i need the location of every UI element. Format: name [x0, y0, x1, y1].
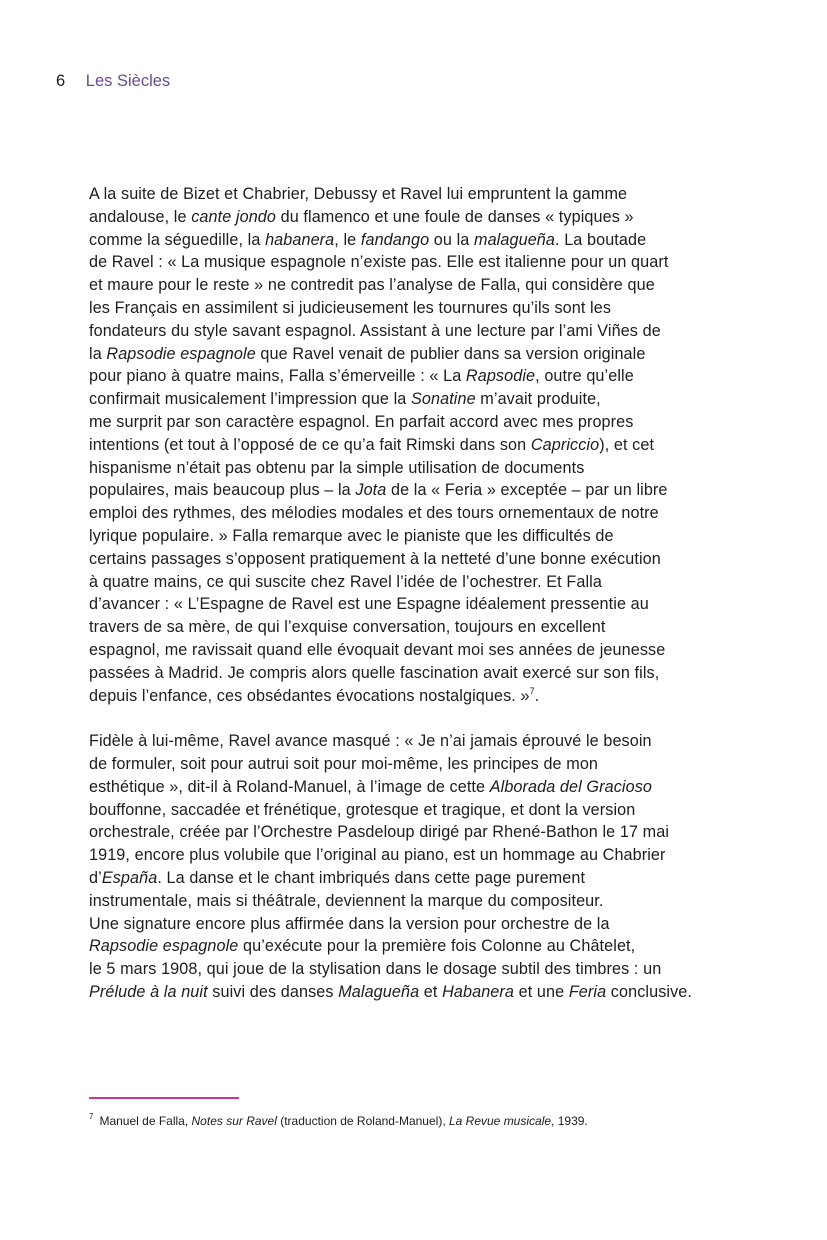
text-run: esthétique », dit-il à Roland-Manuel, à l’image de cette [89, 777, 490, 796]
text-run: le 5 mars 1908, qui joue de la stylisation dans le dosage subtil des timbres : un [89, 960, 662, 979]
italic-text: cante jondo [191, 207, 277, 226]
text-run: me surprit par son caractère espagnol. En parfait accord avec mes propres [89, 412, 634, 431]
italic-text: Rapsodie espagnole [106, 344, 256, 363]
text-run: . [534, 686, 540, 705]
text-line [89, 229, 749, 252]
text-run: fondateurs du style savant espagnol. Assistant à une lecture par l’ami Viñes de [89, 321, 661, 340]
italic-text: Notes sur Ravel [191, 1114, 277, 1128]
text-run: suivi des danses [207, 982, 339, 1001]
footnote-number: 7 [89, 1112, 94, 1121]
text-run: et une [514, 982, 569, 1001]
text-line [89, 776, 749, 799]
text-run: populaires, mais beaucoup plus – la [89, 481, 356, 500]
paragraph-gap [89, 707, 749, 730]
text-run: Manuel de Falla, [99, 1114, 192, 1128]
text-run: (traduction de Roland-Manuel), [276, 1114, 449, 1128]
text-line [89, 388, 749, 411]
text-run: Une signature encore plus affirmée dans la version pour orchestre de la [89, 914, 610, 933]
italic-text: fandango [360, 230, 430, 249]
text-run: Fidèle à lui-même, Ravel avance masqué : « Je n’ai jamais éprouvé le besoin [89, 732, 652, 751]
text-run: hispanisme n’était pas obtenu par la simple utilisation de documents [89, 458, 585, 477]
page-number: 6 [56, 72, 66, 90]
text-run: qu’exécute pour la première fois Colonne au Châtelet, [238, 937, 636, 956]
body-text [89, 183, 749, 1004]
text-line [89, 320, 749, 343]
text-line [89, 685, 749, 708]
text-line [89, 890, 749, 913]
text-run: , le [334, 230, 361, 249]
italic-text: España [101, 868, 158, 887]
page-header [56, 72, 170, 91]
text-run: du flamenco et une foule de danses « typiques » [276, 207, 634, 226]
running-title: Les Siècles [85, 72, 171, 90]
text-run: et [419, 982, 443, 1001]
italic-text: Alborada del Gracioso [489, 777, 653, 796]
text-run: d’ [89, 868, 102, 887]
text-run: instrumentale, mais si théâtrale, deviennent la marque du compositeur. [89, 891, 604, 910]
text-line [89, 913, 749, 936]
text-line [89, 525, 749, 548]
italic-text: Rapsodie [465, 367, 536, 386]
text-line [89, 343, 749, 366]
text-run: . La danse et le chant imbriqués dans cette page purement [157, 868, 586, 887]
text-line [89, 411, 749, 434]
text-run: depuis l’enfance, ces obsédantes évocations nostalgiques. » [89, 686, 530, 705]
text-run: comme la séguedille, la [89, 230, 266, 249]
text-line [89, 981, 749, 1004]
italic-text: Rapsodie espagnole [89, 937, 239, 956]
italic-text: La Revue musicale [448, 1114, 552, 1128]
text-run: de la « Feria » exceptée – par un libre [386, 481, 668, 500]
text-run: A la suite de Bizet et Chabrier, Debussy et Ravel lui empruntent la gamme [89, 185, 628, 203]
paragraph [89, 730, 749, 1004]
text-line [89, 365, 749, 388]
text-line [89, 821, 749, 844]
text-run: que Ravel venait de publier dans sa version originale [255, 344, 646, 363]
text-line [89, 251, 749, 274]
text-line [89, 844, 749, 867]
text-run: intentions (et tout à l’opposé de ce qu’a fait Rimski dans son [89, 435, 531, 454]
text-line [89, 753, 749, 776]
text-line [89, 502, 749, 525]
text-run: de Ravel : « La musique espagnole n’existe pas. Elle est italienne pour un quart [89, 253, 669, 272]
text-run: travers de sa mère, de qui l’exquise conversation, toujours en excellent [89, 618, 606, 637]
text-run: , 1939. [551, 1114, 588, 1128]
italic-text: malagueña [474, 230, 555, 249]
text-run: de formuler, soit pour autrui soit pour moi-même, les principes de mon [89, 754, 599, 773]
text-line [89, 867, 749, 890]
text-run: lyrique populaire. » Falla remarque avec le pianiste que les difficultés de [89, 526, 614, 545]
text-run: passées à Madrid. Je compris alors quelle fascination avait exercé sur son fils, [89, 663, 660, 682]
text-run: orchestrale, créée par l’Orchestre Pasdeloup dirigé par Rhené-Bathon le 17 mai [89, 823, 670, 842]
text-run: andalouse, le [89, 207, 192, 226]
text-run: la [89, 344, 107, 363]
paragraph [89, 183, 749, 707]
text-line [89, 935, 749, 958]
italic-text: Jota [355, 481, 387, 500]
text-run: , outre qu’elle [535, 367, 634, 386]
italic-text: Capriccio [530, 435, 600, 454]
text-line [89, 730, 749, 753]
footnote-divider [89, 1097, 239, 1099]
text-run: m’avait produite, [475, 390, 601, 409]
text-run: d’avancer : « L’Espagne de Ravel est une Espagne idéalement pressentie au [89, 595, 649, 614]
text-run: . La boutade [555, 230, 647, 249]
text-run: les Français en assimilent si judicieusement les tournures qu’ils sont les [89, 298, 612, 317]
text-line [89, 639, 749, 662]
italic-text: habanera [265, 230, 335, 249]
text-line [89, 479, 749, 502]
text-run: ou la [429, 230, 474, 249]
text-run: conclusive. [606, 982, 692, 1001]
text-line [89, 593, 749, 616]
text-run: 1919, encore plus volubile que l’original au piano, est un hommage au Chabrier [89, 846, 666, 865]
text-line [89, 206, 749, 229]
text-line [89, 274, 749, 297]
text-run: ), et cet [599, 435, 655, 454]
text-run: à quatre mains, ce qui suscite chez Ravel l’idée de l’ochestrer. Et Falla [89, 572, 602, 591]
text-line [89, 434, 749, 457]
text-run: confirmait musicalement l’impression que la [89, 390, 411, 409]
text-run: et maure pour le reste » ne contredit pas l’analyse de Falla, qui considère que [89, 276, 655, 295]
text-run: emploi des rythmes, des mélodies modales et des tours ornementaux de notre [89, 504, 659, 523]
text-line [89, 958, 749, 981]
italic-text: Habanera [442, 982, 514, 1001]
footnote-ref: 7 [529, 685, 535, 696]
text-run: espagnol, me ravissait quand elle évoquait devant moi ses années de jeunesse [89, 640, 666, 659]
italic-text: Prélude à la nuit [89, 982, 208, 1001]
text-run: bouffonne, saccadée et frénétique, grotesque et tragique, et dont la version [89, 800, 636, 819]
text-run: certains passages s’opposent pratiquement à la netteté d’une bonne exécution [89, 549, 661, 568]
text-line [89, 571, 749, 594]
text-line [89, 616, 749, 639]
footnote [89, 1114, 588, 1128]
italic-text: Sonatine [410, 390, 476, 409]
text-line [89, 457, 749, 480]
text-line [89, 548, 749, 571]
text-line [89, 183, 749, 206]
text-line [89, 799, 749, 822]
text-line [89, 662, 749, 685]
text-run: pour piano à quatre mains, Falla s’émerveille : « La [89, 367, 466, 386]
italic-text: Feria [568, 982, 607, 1001]
text-line [89, 297, 749, 320]
italic-text: Malagueña [338, 982, 420, 1001]
